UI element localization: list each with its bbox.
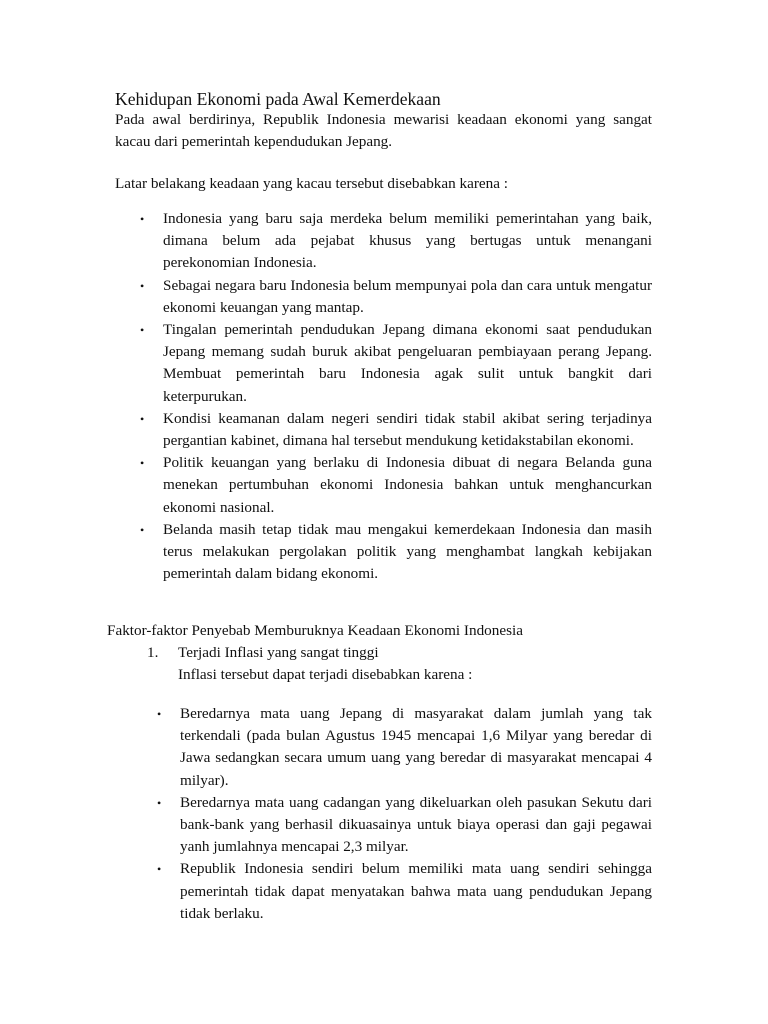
list-item [115, 319, 652, 408]
list-item [115, 408, 652, 452]
bullet-icon: • [140, 323, 145, 338]
item-number: 1. [147, 644, 159, 661]
bullet-icon: • [157, 795, 162, 810]
bullet-icon: • [140, 278, 145, 293]
bullet-icon: • [140, 522, 145, 537]
list-item [157, 792, 652, 859]
list-item-text: Sebagai negara baru Indonesia belum mempunyai pola dan cara untuk mengatur ekonomi keuangan yang mantap. [163, 276, 652, 316]
list-item [115, 519, 652, 586]
list-item-text: Belanda masih tetap tidak mau mengakui kemerdekaan Indonesia dan masih terus melakukan pergolakan politik yang menghambat langkah kebijakan pemerintah dalam bidang ekonomi. [163, 520, 652, 583]
numbered-item [147, 642, 379, 664]
bullet-icon: • [140, 456, 145, 471]
list-item-text: Politik keuangan yang berlaku di Indonesia dibuat di negara Belanda guna menekan pertumbuhan ekonomi Indonesia bahkan untuk menghancurkan ekonomi nasional. [163, 454, 652, 516]
bullet-icon: • [140, 212, 145, 226]
list-item-text: Beredarnya mata uang Jepang di masyarakat dalam jumlah yang tak terkendali (pada bulan Agustus 1945 mencapai 1,6 Milyar yang beredar di Jawa sedangkan secara umum uang yang beredar di masyarakat mencapai 4 milyar). [180, 705, 652, 789]
inflation-causes-list [157, 703, 652, 925]
document-title: Kehidupan Ekonomi pada Awal Kemerdekaan [115, 89, 441, 109]
causes-list [115, 208, 652, 585]
bullet-icon: • [157, 707, 162, 721]
item-title: Terjadi Inflasi yang sangat tinggi [178, 644, 379, 661]
list-item-text: Beredarnya mata uang cadangan yang dikeluarkan oleh pasukan Sekutu dari bank-bank yang berhasil dikuasainya untuk biaya operasi dan gaji pegawai yanh jumlahnya mencapai 2,3 milyar. [180, 793, 652, 856]
factor-intro: Inflasi tersebut dapat terjadi disebabkan karena : [178, 666, 473, 683]
section-heading: Faktor-faktor Penyebab Memburuknya Keadaan Ekonomi Indonesia [107, 622, 523, 639]
bullet-icon: • [157, 862, 162, 877]
list-item [115, 208, 652, 275]
list-item-text: Kondisi keamanan dalam negeri sendiri tidak stabil akibat sering terjadinya pergantian kabinet, dimana hal tersebut mendukung ketidakstabilan ekonomi. [163, 409, 652, 450]
list-item [115, 275, 652, 319]
bullet-icon: • [140, 411, 145, 426]
list-item-text: Republik Indonesia sendiri belum memiliki mata uang sendiri sehingga pemerintah tidak dapat menyatakan bahwa mata uang pendudukan Jepang tidak berlaku. [180, 860, 652, 922]
list-item-text: Tingalan pemerintah pendudukan Jepang dimana ekonomi saat pendudukan Jepang memang sudah buruk akibat pengeluaran pembiayaan perang Jepang. Membuat pemerintah baru Indonesia agak sulit untuk bangkit dari keterpurukan. [163, 321, 652, 405]
intro-paragraph: Pada awal berdirinya, Republik Indonesia mewarisi keadaan ekonomi yang sangat kacau dari pemerintah kependudukan Jepang. [115, 111, 652, 151]
list-item [115, 452, 652, 519]
list-item [157, 703, 652, 792]
list-item-text: Indonesia yang baru saja merdeka belum memiliki pemerintahan yang baik, dimana belum ada pejabat khusus yang bertugas untuk menangani perekonomian Indonesia. [163, 210, 652, 272]
list-item [157, 858, 652, 925]
background-paragraph: Latar belakang keadaan yang kacau tersebut disebabkan karena : [115, 175, 508, 192]
